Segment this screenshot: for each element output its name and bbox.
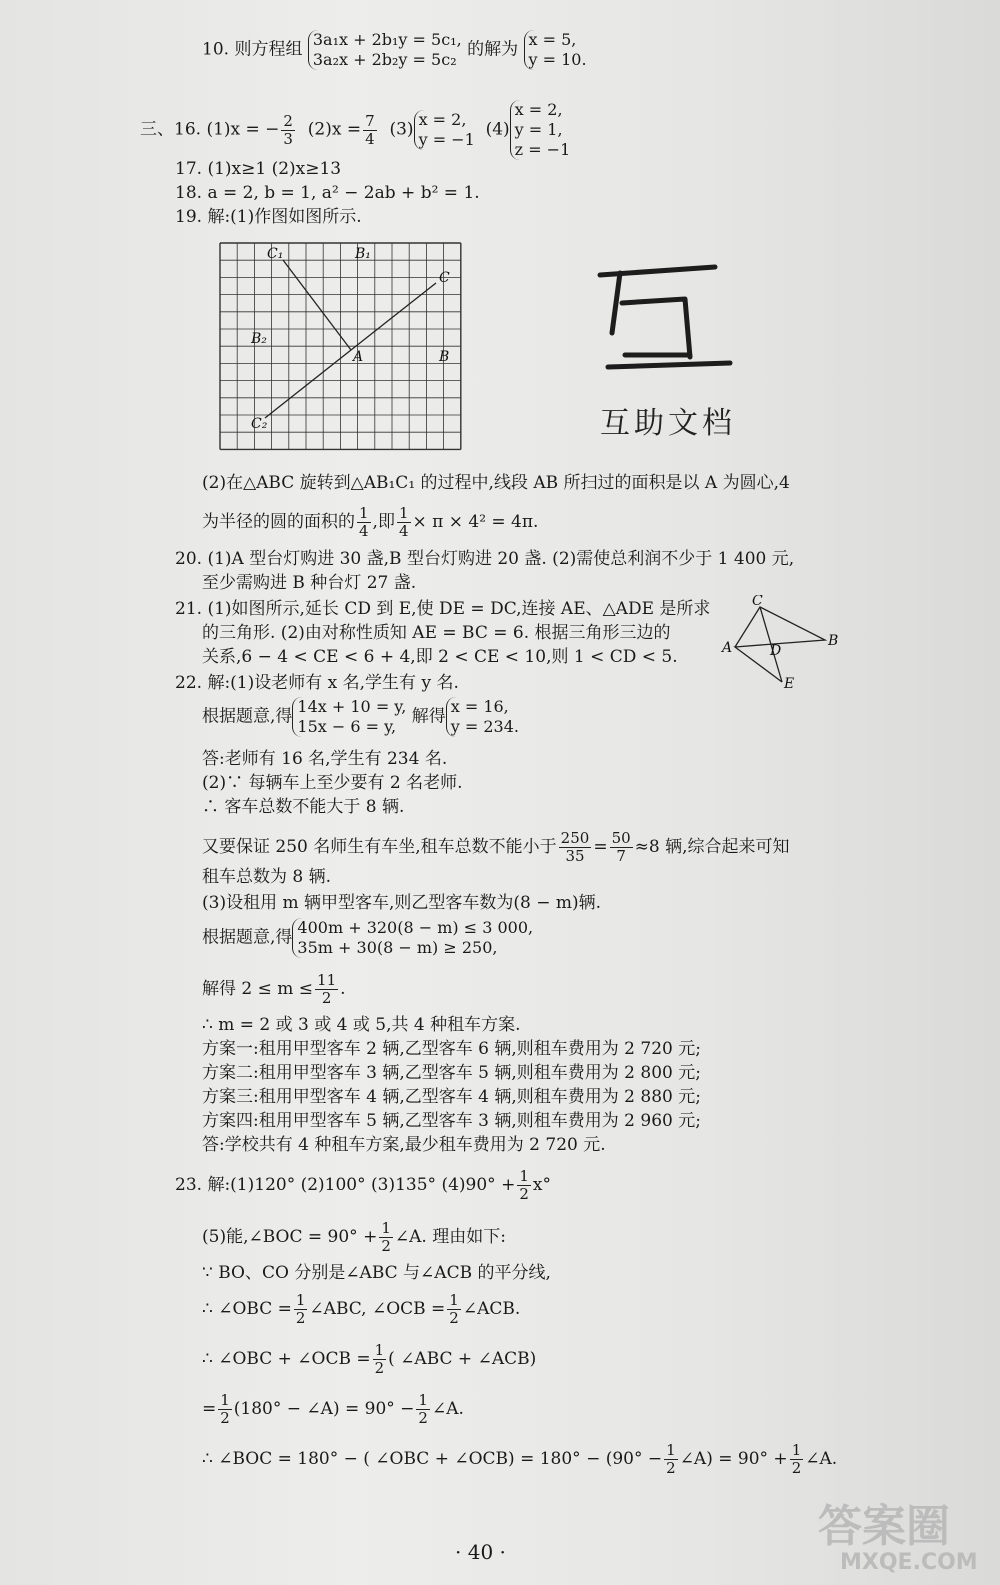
q22-line7: 租车总数为 8 辆. xyxy=(202,867,332,887)
q22-line1: 22. 解:(1)设老师有 x 名,学生有 y 名. xyxy=(175,673,459,693)
tri-label-b: B xyxy=(828,633,839,649)
q18: 18. a = 2, b = 1, a² − 2ab + b² = 1. xyxy=(175,183,480,203)
label-b2: B₂ xyxy=(251,331,267,347)
label-c: C xyxy=(439,270,450,286)
q23-line5: ∴ ∠OBC + ∠OCB = $\frac{1}{2}$ ( ∠ABC + ∠ACB) xyxy=(202,1341,537,1377)
label-c2: C₂ xyxy=(251,416,268,432)
q21-line1: 21. (1)如图所示,延长 CD 到 E,使 DE = DC,连接 AE、△ADE 是所求 xyxy=(175,599,711,619)
q22-line8: (3)设租用 m 辆甲型客车,则乙型客车数为(8 − m)辆. xyxy=(202,893,602,913)
q10-system: 3a₁x + 2b₁y = 5c₁, 3a₂x + 2b₂y = 5c₂ xyxy=(308,30,462,70)
q23-line4: ∴ ∠OBC = $\frac{1}{2}$ ∠ABC, ∠OCB = $\frac{1}{2}$ ∠ACB. xyxy=(202,1291,521,1327)
q10: 10. 则方程组 3a₁x + 2b₁y = 5c₁, 3a₂x + 2b₂y = 5c₂ 的解为 x = 5, y = 10. xyxy=(202,30,587,69)
q23-line7: ∴ ∠BOC = 180° − ( ∠OBC + ∠OCB) = 180° − (90° − $\frac{1}{2}$ ∠A) = 90° + $\frac{1}{2}$ ∠A. xyxy=(202,1441,838,1477)
fraction: $\frac{1}{4}$ xyxy=(359,504,369,540)
q22-system: 根据题意,得 14x + 10 = y, 15x − 6 = y, 解得 x = 16, y = 234. xyxy=(202,697,519,736)
q17: 17. (1)x≥1 (2)x≥13 xyxy=(175,159,342,179)
label-b1: B₁ xyxy=(355,246,371,262)
q22-plan2: 方案二:租用甲型客车 3 辆,乙型客车 5 辆,则租车费用为 2 800 元; xyxy=(202,1063,701,1083)
q10-solution: x = 5, y = 10. xyxy=(524,30,587,70)
q22-plan1: 方案一:租用甲型客车 2 辆,乙型客车 6 辆,则租车费用为 2 720 元; xyxy=(202,1039,701,1059)
q22-line6: 又要保证 250 名师生有车坐,租车总数不能小于 $\frac{250}{35}$ = $\frac{50}{7}$ ≈8 辆,综合起来可知 xyxy=(202,829,790,865)
q19-line3: 为半径的圆的面积的 $\frac{1}{4}$ ,即 $\frac{1}{4}$ × π × 4² = 4π. xyxy=(202,504,539,540)
triangle-figure xyxy=(720,595,850,690)
segment-a-c2 xyxy=(265,350,351,418)
q21-line3: 关系,6 − 4 < CE < 6 + 4,即 2 < CE < 10,则 1 < CD < 5. xyxy=(202,647,678,667)
q22-inequalities: 根据题意,得 400m + 320(8 − m) ≤ 3 000, 35m + 30(8 − m) ≥ 250, xyxy=(202,918,534,957)
q23-line2: (5)能,∠BOC = 90° + $\frac{1}{2}$ ∠A. 理由如下: xyxy=(202,1219,506,1255)
watermark-url: MXQE.COM xyxy=(840,1550,978,1575)
tri-label-a: A xyxy=(722,640,733,656)
watermark-logo: 答案圈 xyxy=(818,1501,950,1552)
logo-caption: 互助文档 xyxy=(600,406,736,441)
q22-line11: ∴ m = 2 或 3 或 4 或 5,共 4 种租车方案. xyxy=(202,1015,521,1035)
q16: 三、16. (1)x = − $\frac{2}{3}$ (2)x = $\frac{7}{4}$ (3) x = 2, y = −1 (4) x = 2, y = 1, z = −1 xyxy=(140,100,571,159)
q22-line10: 解得 2 ≤ m ≤ $\frac{11}{2}$ . xyxy=(202,971,346,1007)
q19-line2: (2)在△ABC 旋转到△AB₁C₁ 的过程中,线段 AB 所扫过的面积是以 A 为圆心,4 xyxy=(202,473,790,493)
label-a: A xyxy=(353,349,364,365)
q22-line4: (2)∵ 每辆车上至少要有 2 名老师. xyxy=(202,773,463,793)
q22-answer: 答:学校共有 4 种租车方案,最少租车费用为 2 720 元. xyxy=(202,1135,606,1155)
fraction: $\frac{2}{3}$ xyxy=(283,111,293,148)
q10-prefix: 10. 则方程组 xyxy=(202,39,303,60)
q22-plan4: 方案四:租用甲型客车 5 辆,乙型客车 3 辆,则租车费用为 2 960 元; xyxy=(202,1111,701,1131)
q23-line3: ∵ BO、CO 分别是∠ABC 与∠ACB 的平分线, xyxy=(202,1263,551,1283)
q16-system-3: x = 2, y = −1 xyxy=(414,110,475,150)
tri-label-e: E xyxy=(784,676,795,690)
q19-line1: 19. 解:(1)作图如图所示. xyxy=(175,207,362,227)
fraction: $\frac{7}{4}$ xyxy=(365,111,375,148)
segment-a-c xyxy=(351,283,436,350)
tri-label-d: D xyxy=(770,643,782,659)
q20-line1: 20. (1)A 型台灯购进 30 盏,B 型台灯购进 20 盏. (2)需使总利润不少于 1 400 元, xyxy=(175,549,795,569)
q21-line2: 的三角形. (2)由对称性质知 AE = BC = 6. 根据三角形三边的 xyxy=(202,623,671,643)
q16-system-4: x = 2, y = 1, z = −1 xyxy=(510,100,571,160)
fraction: $\frac{1}{4}$ xyxy=(398,504,409,540)
q22-line3: 答:老师有 16 名,学生有 234 名. xyxy=(202,749,448,769)
q22-line5: ∴ 客车总数不能大于 8 辆. xyxy=(202,797,405,817)
label-b: B xyxy=(439,349,450,365)
rotation-grid-figure xyxy=(215,238,465,460)
q22-plan3: 方案三:租用甲型客车 4 辆,乙型客车 4 辆,则租车费用为 2 880 元; xyxy=(202,1087,701,1107)
label-c1: C₁ xyxy=(267,246,284,262)
page-number: · 40 · xyxy=(455,1540,506,1564)
q23-line6: = $\frac{1}{2}$ (180° − ∠A) = 90° − $\frac{1}{2}$ ∠A. xyxy=(202,1391,464,1427)
q23-line1: 23. 解:(1)120° (2)100° (3)135° (4)90° + $\frac{1}{2}$ x° xyxy=(175,1167,551,1203)
q20-line2: 至少需购进 B 种台灯 27 盏. xyxy=(202,573,417,593)
tri-label-c: C xyxy=(752,595,763,609)
